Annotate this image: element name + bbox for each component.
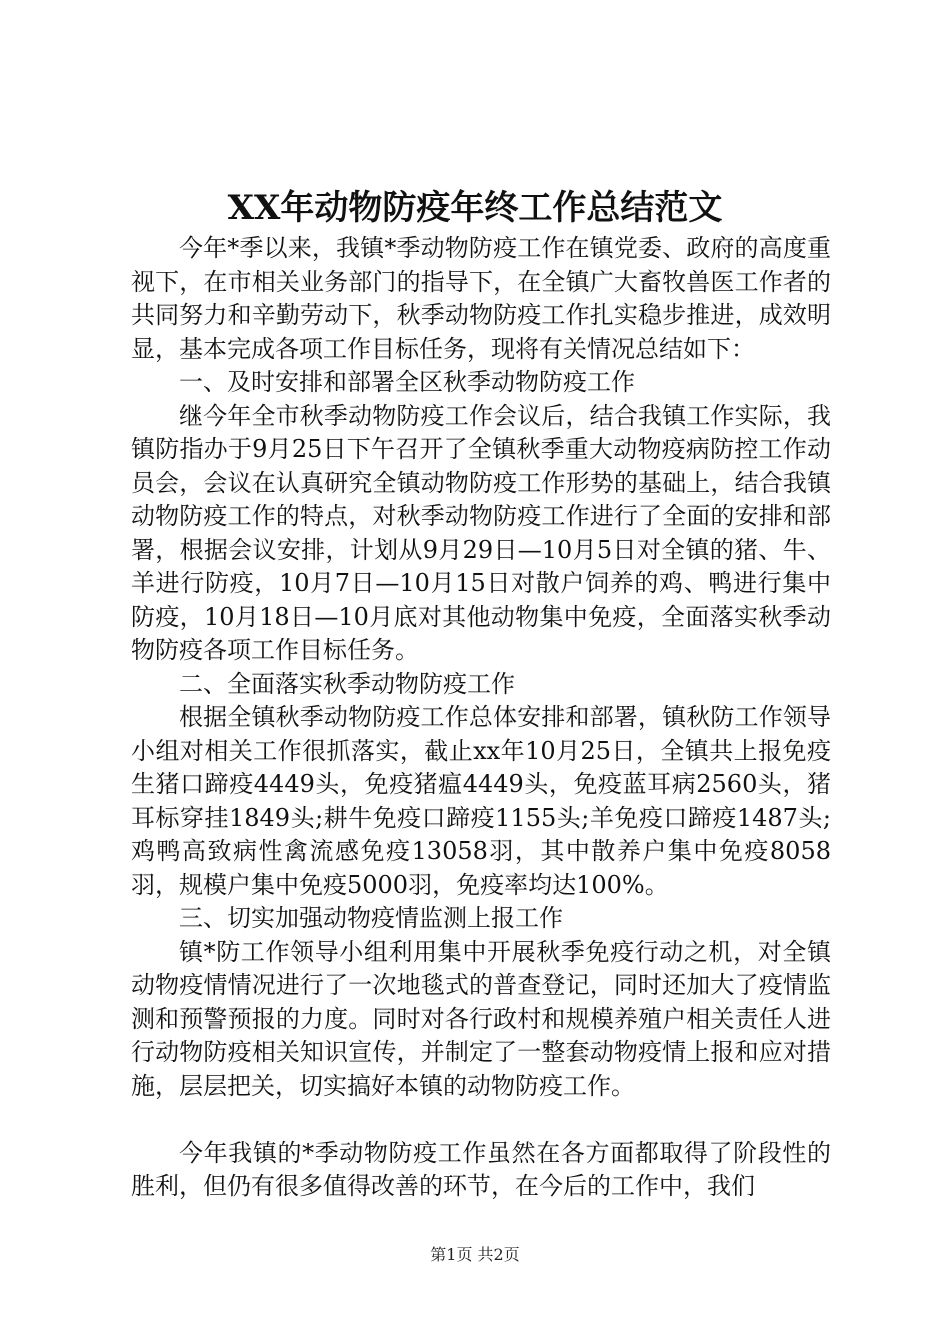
closing-paragraph: 今年我镇的*季动物防疫工作虽然在各方面都取得了阶段性的胜利，但仍有很多值得改善的环节，在今后的工作中，我们 [131, 1138, 831, 1200]
document-title: XX年动物防疫年终工作总结范文 [227, 188, 723, 228]
section-1-paragraph: 继今年全市秋季动物防疫工作会议后，结合我镇工作实际，我镇防指办于9月25日下午召开了全镇秋季重大动物疫病防控工作动员会，会议在认真研究全镇动物防疫工作形势的基础上，结合我镇动物防疫工作的特点，对秋季动物防疫工作进行了全面的安排和部署，根据会议安排，计划从9月29日—10月5日对全镇的猪、牛、羊进行防疫，10月7日—10月15日对散户饲养的鸡、鸭进行集中防疫，10月18日—10月底对其他动物集中免疫，全面落实秋季动物防疫各项工作目标任务。 [131, 401, 831, 664]
page-footer: 第1页 共2页 [430, 1245, 520, 1264]
document-body [131, 232, 831, 1204]
section-heading-2: 二、全面落实秋季动物防疫工作 [179, 669, 515, 698]
section-2-paragraph: 根据全镇秋季动物防疫工作总体安排和部署，镇秋防工作领导小组对相关工作很抓落实，截止xx年10月25日，全镇共上报免疫生猪口蹄疫4449头，免疫猪瘟4449头，免疫蓝耳病2560头，猪耳标穿挂1849头;耕牛免疫口蹄疫1155头;羊免疫口蹄疫1487头;鸡鸭高致病性禽流感免疫13058羽，其中散养户集中免疫8058羽，规模户集中免疫5000羽，免疫率均达100%。 [131, 703, 831, 899]
section-heading-1: 一、及时安排和部署全区秋季动物防疫工作 [179, 368, 635, 396]
section-3-paragraph: 镇*防工作领导小组利用集中开展秋季免疫行动之机，对全镇动物疫情情况进行了一次地毯式的普查登记，同时还加大了疫情监测和预警预报的力度。同时对各行政村和规模养殖户相关责任人进行动物防疫相关知识宣传，并制定了一整套动物疫情上报和应对措施，层层把关，切实搞好本镇的动物防疫工作。 [131, 937, 831, 1100]
intro-paragraph: 今年*季以来，我镇*季动物防疫工作在镇党委、政府的高度重视下，在市相关业务部门的指导下，在全镇广大畜牧兽医工作者的共同努力和辛勤劳动下，秋季动物防疫工作扎实稳步推进，成效明显，基本完成各项工作目标任务，现将有关情况总结如下： [131, 234, 831, 363]
paragraph-gap [131, 1103, 831, 1137]
section-heading-3: 三、切实加强动物疫情监测上报工作 [179, 904, 563, 932]
